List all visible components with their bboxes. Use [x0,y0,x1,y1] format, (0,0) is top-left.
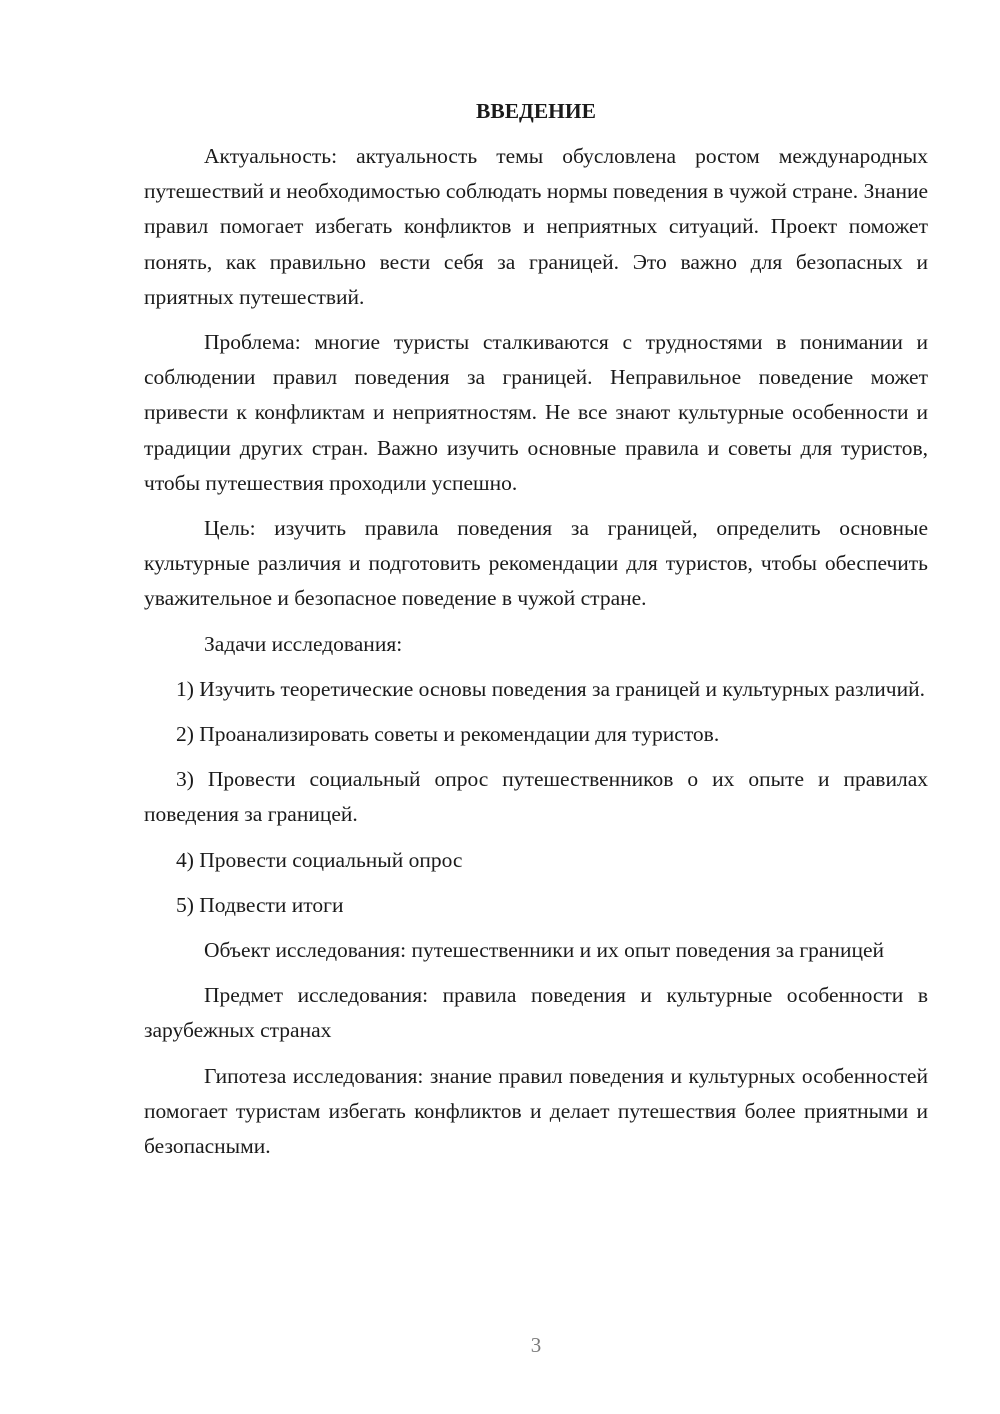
hypothesis-paragraph: Гипотеза исследования: знание правил поведения и культурных особенностей помогает туристам избегать конфликтов и делает путешествия более приятными и безопасными. [144,1063,928,1159]
task-item-2: 2) Проанализировать советы и рекомендации для туристов. [176,722,720,747]
goal-paragraph: Цель: изучить правила поведения за границей, определить основные культурные различия и подготовить рекомендации для туристов, чтобы обеспечить уважительное и безопасное поведение в чужой стране. [144,516,928,611]
relevance-paragraph: Актуальность: актуальность темы обусловлена ростом международных путешествий и необходимостью соблюдать нормы поведения в чужой стране. Знание правил помогает избегать конфликтов и неприятных ситуаций. Проект поможет понять, как правильно вести себя за границей. Это важно для безопасных и приятных путешествий. [144,144,928,309]
section-title: ВВЕДЕНИЕ [476,99,596,123]
document-body [144,94,928,1174]
object-paragraph: Объект исследования: путешественники и их опыт поведения за границей [204,938,885,963]
task-item-3: 3) Провести социальный опрос путешественников о их опыте и правилах поведения за границей. [144,767,928,827]
subject-paragraph: Предмет исследования: правила поведения и культурные особенности в зарубежных странах [144,983,928,1043]
task-item-4: 4) Провести социальный опрос [176,847,463,872]
tasks-heading: Задачи исследования: [204,631,403,656]
page-number: 3 [530,1333,542,1357]
problem-paragraph: Проблема: многие туристы сталкиваются с трудностями в понимании и соблюдении правил поведения за границей. Неправильное поведение может привести к конфликтам и неприятностям. Не все знают культурные особенности и традиции других стран. Важно изучить основные правила и советы для туристов, чтобы путешествия проходили успешно. [144,330,928,495]
task-item-5: 5) Подвести итоги [176,892,344,917]
task-item-1: 1) Изучить теоретические основы поведения за границей и культурных различий. [176,676,925,701]
